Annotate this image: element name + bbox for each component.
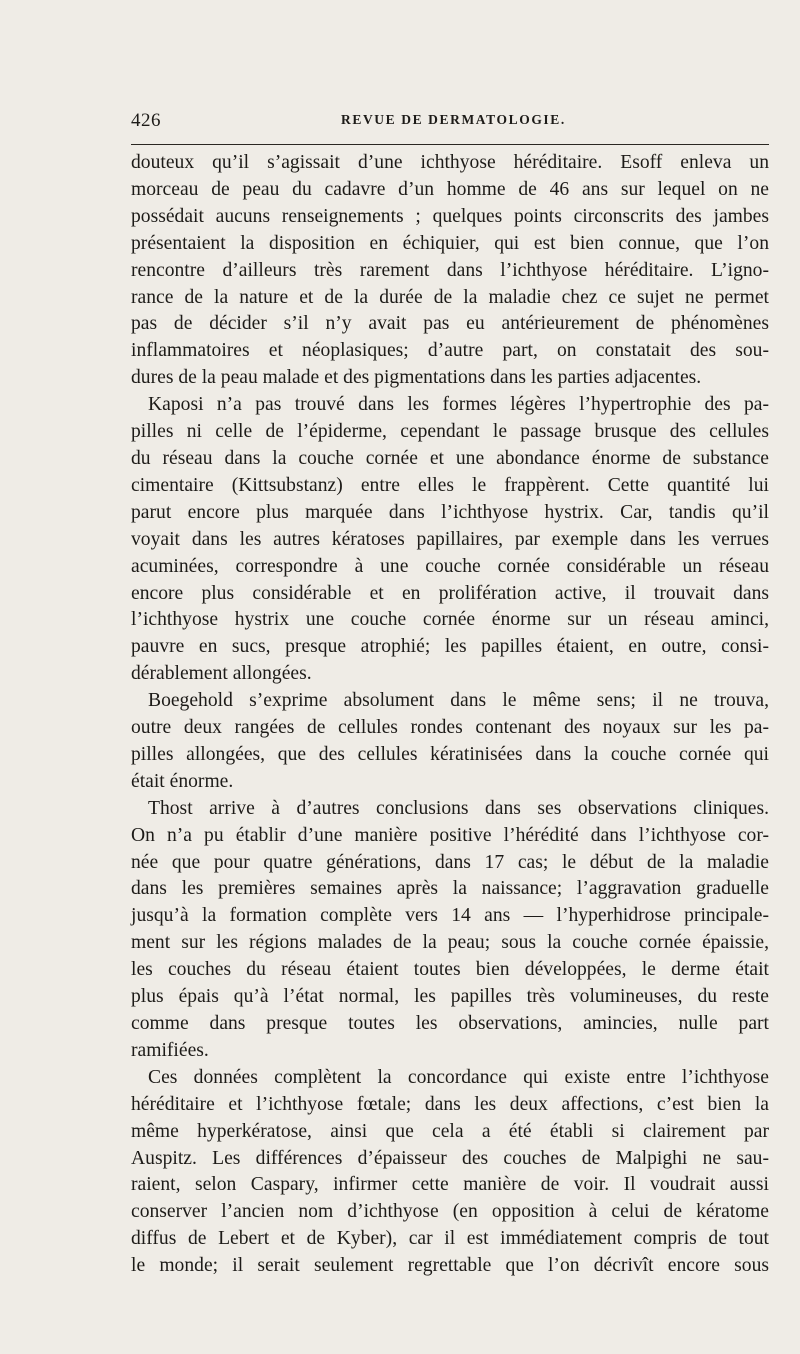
text-line: pilles ni celle de l’épiderme, cependant le passage brusque des cellules xyxy=(131,421,769,443)
text-line: le monde; il serait seulement regrettable que l’on décrivît encore sous xyxy=(131,1255,769,1277)
text-line: parut encore plus marquée dans l’ichthyose hystrix. Car, tandis qu’il xyxy=(131,501,769,523)
text-line: née que pour quatre générations, dans 17 cas; le début de la maladie xyxy=(131,851,769,873)
text-line: comme dans presque toutes les observations, amincies, nulle part xyxy=(131,1013,769,1034)
text-line: douteux qu’il s’agissait d’une ichthyose héréditaire. Esoff enleva un xyxy=(131,152,769,173)
text-line: voyait dans les autres kératoses papillaires, par exemple dans les verrues xyxy=(131,528,769,550)
text-line: même hyperkératose, ainsi que cela a été établi si clairement par xyxy=(131,1120,769,1142)
text-line: pas de décider s’il n’y avait pas eu antérieurement de phénomènes xyxy=(131,313,769,335)
text-line: raient, selon Caspary, infirmer cette manière de voir. Il voudrait aussi xyxy=(131,1174,769,1196)
text-line: pilles allongées, que des cellules kératinisées dans la couche cornée qui xyxy=(131,743,769,765)
page-number: 426 xyxy=(131,110,161,131)
text-line: diffus de Lebert et de Kyber), car il est immédiatement compris de tout xyxy=(131,1228,769,1250)
text-line: cimentaire (Kittsubstanz) entre elles le frappèrent. Cette quantité lui xyxy=(131,474,769,496)
text-line: était énorme. xyxy=(131,770,234,792)
paragraph xyxy=(131,150,769,392)
text-line: rance de la nature et de la durée de la maladie chez ce sujet ne permet xyxy=(131,286,769,308)
text-line: dans les premières semaines après la naissance; l’aggravation graduelle xyxy=(131,878,769,900)
paragraph xyxy=(131,1065,769,1280)
text-line: Ces données complètent la concordance qui existe entre l’ichthyose xyxy=(148,1066,769,1088)
text-line: outre deux rangées de cellules rondes contenant des noyaux sur les pa- xyxy=(131,717,769,739)
paragraph xyxy=(131,392,769,688)
text-line: inflammatoires et néoplasiques; d’autre part, on constatait des sou- xyxy=(131,340,769,362)
text-line: héréditaire et l’ichthyose fœtale; dans les deux affections, c’est bien la xyxy=(131,1093,769,1115)
text-line: présentaient la disposition en échiquier, qui est bien connue, que l’on xyxy=(131,232,769,254)
text-line: dérablement allongées. xyxy=(131,663,312,685)
text-line: plus épais qu’à l’état normal, les papilles très volumineuses, du reste xyxy=(131,986,769,1008)
text-line: Boegehold s’exprime absolument dans le même sens; il ne trouva, xyxy=(148,690,769,712)
text-line: ramifiées. xyxy=(131,1039,209,1061)
text-line: Kaposi n’a pas trouvé dans les formes légères l’hypertrophie des pa- xyxy=(148,394,769,416)
paragraph xyxy=(131,688,769,796)
text-line: rencontre d’ailleurs très rarement dans l’ichthyose héréditaire. L’igno- xyxy=(131,259,769,281)
text-line: acuminées, correspondre à une couche cornée considérable un réseau xyxy=(131,555,769,577)
text-line: On n’a pu établir d’une manière positive l’hérédité dans l’ichthyose cor- xyxy=(131,824,769,846)
text-line: les couches du réseau étaient toutes bien développées, le derme était xyxy=(131,959,769,981)
text-line: possédait aucuns renseignements ; quelques points circonscrits des jambes xyxy=(131,205,769,227)
running-header xyxy=(131,108,769,134)
text-line: du réseau dans la couche cornée et une abondance énorme de substance xyxy=(131,447,769,469)
text-line: conserver l’ancien nom d’ichthyose (en opposition à celui de kératome xyxy=(131,1201,769,1223)
paragraph xyxy=(131,796,769,1065)
text-line: Thost arrive à d’autres conclusions dans ses observations cliniques. xyxy=(148,797,769,819)
journal-title: REVUE DE DERMATOLOGIE. xyxy=(341,112,566,127)
text-line: pauvre en sucs, presque atrophié; les papilles étaient, en outre, consi- xyxy=(131,636,769,658)
text-line: dures de la peau malade et des pigmentations dans les parties adjacentes. xyxy=(131,367,702,389)
text-line: morceau de peau du cadavre d’un homme de 46 ans sur lequel on ne xyxy=(131,178,769,200)
text-line: l’ichthyose hystrix une couche cornée énorme sur un réseau aminci, xyxy=(131,609,769,631)
text-line: ment sur les régions malades de la peau; sous la couche cornée épaissie, xyxy=(131,932,769,954)
text-line: Auspitz. Les différences d’épaisseur des couches de Malpighi ne sau- xyxy=(131,1147,769,1169)
text-line: encore plus considérable et en prolifération active, il trouvait dans xyxy=(131,582,769,604)
header-rule xyxy=(131,144,769,145)
body-text xyxy=(131,150,769,1280)
text-line: jusqu’à la formation complète vers 14 ans — l’hyperhidrose principale- xyxy=(131,905,769,927)
